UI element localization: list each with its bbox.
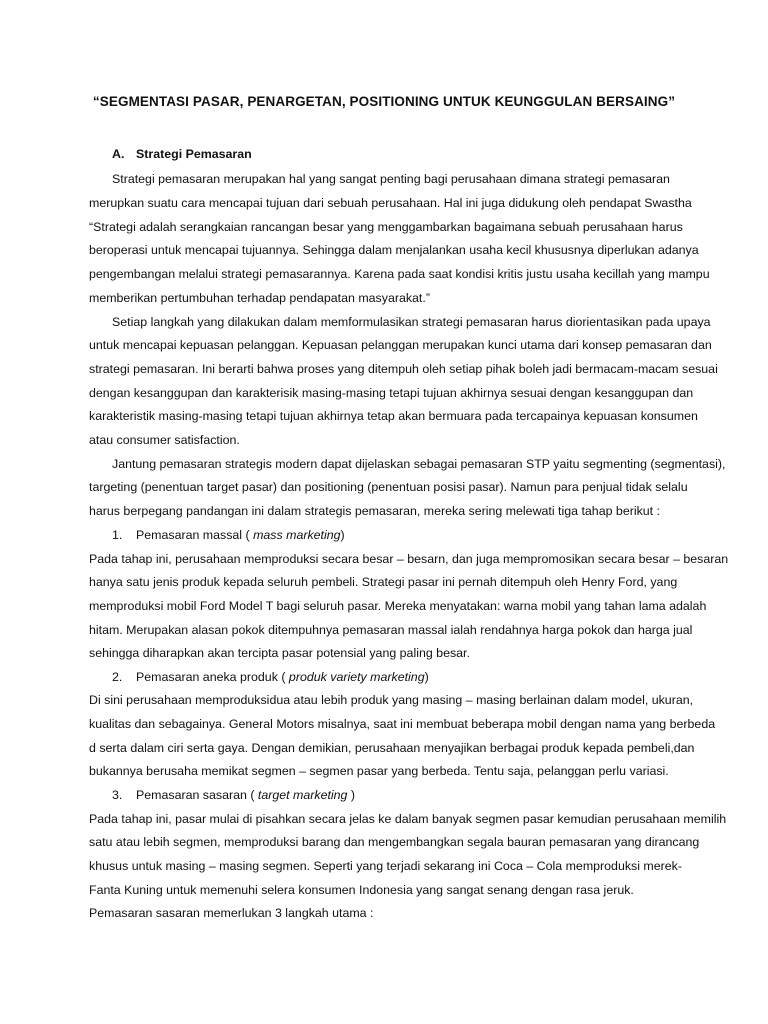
item2-body-line: Di sini perusahaan memproduksidua atau lebih produk yang masing – masing berlainan dalam model, ukuran, <box>89 693 694 707</box>
list-number: 2. <box>112 670 123 684</box>
para2-line: dengan kesanggupan dan karakterisik masing-masing tetapi tujuan akhirnya sesuai dengan kesanggupan dan <box>89 386 694 400</box>
section-a-marker: A. <box>112 147 125 161</box>
list-item-term: produk variety marketing <box>288 670 425 684</box>
list-item-heading <box>136 669 429 685</box>
para2-line: Setiap langkah yang dilakukan dalam memformulasikan strategi pemasaran harus diorientasikan pada upaya <box>112 315 711 329</box>
list-item-label: Pemasaran massal ( <box>136 528 250 542</box>
para2-line: atau consumer satisfaction. <box>89 433 240 447</box>
para1-line: beroperasi untuk mencapai tujuannya. Sehingga dalam menjalankan usaha kecil khususnya diperlukan adanya <box>89 243 699 257</box>
para1-line: memberikan pertumbuhan terhadap pendapatan masyarakat.” <box>89 291 430 305</box>
para2-line: karakteristik masing-masing tetapi tujuan akhirnya tetap akan bermuara pada tercapainya kepuasan konsumen <box>89 409 698 423</box>
list-item-term: mass marketing <box>253 528 341 542</box>
list-item-heading <box>136 527 345 543</box>
item1-body-line: sehingga diharapkan akan tercipta pasar potensial yang paling besar. <box>89 646 470 660</box>
list-item-term: target marketing <box>257 788 348 802</box>
list-number: 3. <box>112 788 123 802</box>
section-a-heading: Strategi Pemasaran <box>136 147 252 161</box>
document-title: “SEGMENTASI PASAR, PENARGETAN, POSITIONING UNTUK KEUNGGULAN BERSAING” <box>92 94 676 109</box>
item3-body-line: Fanta Kuning untuk memenuhi selera konsumen Indonesia yang sangat senang dengan rasa jeruk. <box>89 883 634 897</box>
item3-body-line: Pemasaran sasaran memerlukan 3 langkah utama : <box>89 906 374 920</box>
list-number: 1. <box>112 528 123 542</box>
list-item-label: Pemasaran aneka produk ( <box>136 670 286 684</box>
item2-body-line: bukannya berusaha memikat segmen – segmen pasar yang berbeda. Tentu saja, pelanggan perlu variasi. <box>89 764 669 778</box>
para3-line: targeting (penentuan target pasar) dan positioning (penentuan posisi pasar). Namun para penjual tidak selalu <box>89 480 688 494</box>
para1-line: “Strategi adalah serangkaian rancangan besar yang menggambarkan bagaimana sebuah perusahaan harus <box>89 220 683 234</box>
para3-line: Jantung pemasaran strategis modern dapat dijelaskan sebagai pemasaran STP yaitu segmenting (segmentasi), <box>112 457 726 471</box>
item3-body-line: Pada tahap ini, pasar mulai di pisahkan secara jelas ke dalam banyak segmen pasar kemudian perusahaan memilih <box>89 812 727 826</box>
list-item-close: ) <box>350 788 356 802</box>
item2-body-line: kualitas dan sebagainya. General Motors misalnya, saat ini membuat beberapa mobil dengan nama yang berbeda <box>89 717 716 731</box>
item1-body-line: Pada tahap ini, perusahaan memproduksi secara besar – besarn, dan juga mempromosikan secara besar – besaran <box>89 552 729 566</box>
para1-line: Strategi pemasaran merupakan hal yang sangat penting bagi perusahaan dimana strategi pemasaran <box>112 172 670 186</box>
item3-body-line: khusus untuk masing – masing segmen. Seperti yang terjadi sekarang ini Coca – Cola memproduksi merek- <box>89 859 682 873</box>
item2-body-line: d serta dalam ciri serta gaya. Dengan demikian, perusahaan menyajikan berbagai produk kepada pembeli,dan <box>89 741 695 755</box>
list-item-close: ) <box>424 670 429 684</box>
para3-line: harus berpegang pandangan ini dalam strategis pemasaran, mereka sering melewati tiga tahap berikut : <box>89 504 660 518</box>
para1-line: merupkan suatu cara mencapai tujuan dari sebuah perusahaan. Hal ini juga didukung oleh pendapat Swastha <box>89 196 692 210</box>
para1-line: pengembangan melalui strategi pemasarannya. Karena pada saat kondisi kritis justu usaha kecillah yang mampu <box>89 267 710 281</box>
list-item-close: ) <box>340 528 345 542</box>
item1-body-line: hanya satu jenis produk kepada seluruh pembeli. Strategi pasar ini pernah ditempuh oleh Henry Ford, yang <box>89 575 678 589</box>
para2-line: strategi pemasaran. Ini berarti bahwa proses yang ditempuh oleh setiap pihak boleh jadi bermacam-macam sesuai <box>89 362 718 376</box>
item1-body-line: hitam. Merupakan alasan pokok ditempuhnya pemasaran massal ialah rendahnya harga pokok dan harga jual <box>89 623 693 637</box>
item1-body-line: memproduksi mobil Ford Model T bagi seluruh pasar. Mereka menyatakan: warna mobil yang tahan lama adalah <box>89 599 707 613</box>
list-item-label: Pemasaran sasaran ( <box>136 788 255 802</box>
para2-line: untuk mencapai kepuasan pelanggan. Kepuasan pelanggan merupakan kunci utama dari konsep pemasaran dan <box>89 338 712 352</box>
list-item-heading <box>136 787 355 803</box>
item3-body-line: satu atau lebih segmen, memproduksi barang dan mengembangkan segala bauran pemasaran yang dirancang <box>89 835 700 849</box>
